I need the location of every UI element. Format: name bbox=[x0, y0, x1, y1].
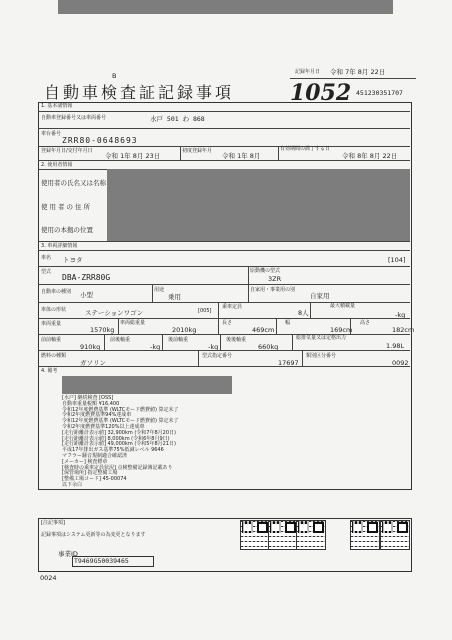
rule bbox=[278, 146, 279, 160]
rule bbox=[220, 334, 221, 350]
id-label: 事業ID bbox=[58, 550, 78, 558]
type-no-value: 17697 bbox=[278, 359, 299, 367]
reg-value: 水戸 501 わ 868 bbox=[150, 115, 205, 123]
length-value: 469cm bbox=[252, 326, 275, 334]
rule bbox=[292, 334, 293, 350]
print-date-underline bbox=[290, 78, 416, 79]
note-line: [走行距離計表示値] 32,900km (令和7年8月20日) bbox=[62, 429, 176, 436]
rule bbox=[248, 266, 249, 284]
weight-label: 車両重量 bbox=[41, 321, 62, 327]
rule bbox=[38, 266, 410, 267]
notice-label: [注記事項] bbox=[41, 520, 65, 526]
section-4-heading: 4. 備考 bbox=[41, 368, 58, 374]
capacity-label: 乗車定員 bbox=[222, 304, 243, 310]
width-label: 幅 bbox=[285, 320, 291, 326]
rear-rear-label: 後後軸重 bbox=[226, 337, 247, 343]
rule bbox=[38, 160, 410, 161]
height-value: 182cm bbox=[392, 326, 415, 334]
maker-value: トヨタ bbox=[63, 256, 83, 264]
note-line: [水戸] 継続検査 [OSS] bbox=[62, 395, 114, 401]
section-1-heading: 1. 基本諸情報 bbox=[41, 103, 73, 109]
height-label: 高さ bbox=[360, 320, 371, 326]
user-info-redaction bbox=[107, 169, 410, 241]
front-rear-value: -kg bbox=[150, 343, 161, 351]
vin-value: ZRR80-0648693 bbox=[62, 136, 138, 145]
body-value: ステーションワゴン bbox=[85, 309, 144, 317]
rule bbox=[302, 350, 303, 366]
rule bbox=[104, 334, 105, 350]
class-no-label: 類別区分番号 bbox=[306, 353, 337, 359]
rear-rear-value: 660kg bbox=[258, 343, 279, 351]
rule bbox=[38, 111, 410, 112]
length-label: 長さ bbox=[222, 320, 233, 326]
note-line: [保管場所] 指定整備工場 bbox=[62, 470, 118, 477]
rule bbox=[152, 284, 153, 302]
expiry-value: 令和 8年 8月 22日 bbox=[342, 152, 398, 160]
rule bbox=[180, 146, 181, 160]
vin-label: 車台番号 bbox=[41, 131, 62, 137]
user-name-label: 使用者の氏名又は名称 bbox=[41, 179, 106, 187]
type-no-label: 型式指定番号 bbox=[202, 353, 233, 359]
max-load-value: -kg bbox=[395, 311, 406, 319]
weight-value: 1570kg bbox=[90, 326, 115, 334]
first-reg2-value: 令和 1年 8月 bbox=[222, 152, 261, 160]
model-label: 型式 bbox=[41, 269, 52, 275]
rear-front-label: 後前軸重 bbox=[168, 337, 189, 343]
rule bbox=[38, 128, 410, 129]
note-line: マフラー騒音規制適合確認済 bbox=[62, 453, 128, 459]
first-reg-value: 令和 1年 8月 23日 bbox=[105, 152, 161, 160]
max-load-label: 最大積載量 bbox=[330, 303, 356, 309]
gross-value: 2010kg bbox=[172, 326, 197, 334]
engine-label: 原動機の型式 bbox=[250, 268, 281, 274]
front-axle-label: 前前軸重 bbox=[41, 337, 62, 343]
rule bbox=[38, 241, 410, 242]
section-3-heading: 3. 車両詳細情報 bbox=[41, 243, 78, 249]
note-line: [検査時の乗車定員状況] 点検整備記録簿記載あり bbox=[62, 464, 173, 471]
rule bbox=[38, 366, 410, 367]
qr-code-3 bbox=[296, 520, 326, 550]
class-no-value: 0092 bbox=[392, 359, 409, 367]
rule bbox=[218, 302, 219, 318]
rule bbox=[38, 146, 410, 147]
first-reg-label: 登録年月日/交付年月日 bbox=[41, 148, 93, 154]
b-mark: B bbox=[112, 72, 117, 80]
print-date: 令和 7年 8月 22日 bbox=[330, 68, 386, 76]
qr-code-1 bbox=[240, 520, 270, 550]
first-reg2-label: 初度登録年月 bbox=[182, 148, 213, 154]
qr-code-5 bbox=[380, 520, 410, 550]
purpose-label: 自家用・事業用の別 bbox=[250, 287, 296, 293]
model-value: DBA-ZRR80G bbox=[62, 273, 111, 282]
note-line: 令和12年度燃費基準 (WLTCモード燃費値) 算定未了 bbox=[62, 406, 179, 413]
displacement-label: 総排気量又は定格出力 bbox=[296, 335, 347, 341]
document-title: 自動車検査証記録事項 bbox=[44, 83, 235, 102]
notice-text: 記録事項はシステム更新等の為変更となります bbox=[41, 532, 146, 538]
rule bbox=[276, 318, 277, 334]
rule bbox=[38, 350, 410, 351]
qr-code-4 bbox=[350, 520, 380, 550]
note-line: [走行距離計表示値] 8,000km (令和6年8月9日) bbox=[62, 435, 170, 442]
note-line: 令和2年度燃費基準94%達成車 bbox=[62, 412, 132, 419]
rule bbox=[38, 250, 410, 251]
fuel-label: 燃料の種類 bbox=[41, 353, 67, 359]
section-2-heading: 2. 使用者情報 bbox=[41, 162, 73, 168]
top-redaction-bar bbox=[58, 0, 393, 14]
note-line: 令和12年度燃費基準 (WLTCモード燃費値) 算定未了 bbox=[62, 418, 179, 425]
kind-label: 自動車の種別 bbox=[41, 289, 72, 295]
body-label: 車体の形状 bbox=[41, 307, 67, 313]
rule bbox=[38, 284, 410, 285]
rule bbox=[38, 318, 410, 319]
page-code: 0024 bbox=[40, 574, 57, 582]
rule bbox=[248, 284, 249, 302]
fuel-value: ガソリン bbox=[80, 359, 106, 367]
qr-code-2 bbox=[268, 520, 298, 550]
rule bbox=[38, 334, 410, 335]
rule bbox=[162, 334, 163, 350]
rule bbox=[198, 350, 199, 366]
note-line: 平成17年排出ガス基準75%低減レベル 9646 bbox=[62, 447, 164, 454]
use-label: 用途 bbox=[154, 287, 165, 293]
rule bbox=[118, 318, 119, 334]
width-value: 169cm bbox=[330, 326, 353, 334]
note-line: 以下余白 bbox=[62, 482, 83, 488]
note-line: 自動車重量税額 ¥16,400 bbox=[62, 400, 120, 407]
id-value: T9469G50039465 bbox=[74, 557, 129, 565]
serial-number: 451230351707 bbox=[356, 89, 403, 97]
body-code: [005] bbox=[198, 308, 212, 314]
note-line: [整備工場コード] 45-00074 bbox=[62, 476, 127, 483]
kind-value: 小型 bbox=[80, 291, 93, 299]
front-rear-label: 前後軸重 bbox=[110, 337, 131, 343]
expiry-label: 有効期間の満了する日 bbox=[280, 146, 331, 152]
maker-code: [104] bbox=[388, 256, 406, 264]
purpose-value: 自家用 bbox=[310, 292, 330, 300]
base-label: 使用の本拠の位置 bbox=[41, 226, 93, 234]
handwritten-number: 1052 bbox=[290, 80, 352, 106]
rear-front-value: -kg bbox=[208, 343, 219, 351]
engine-value: 3ZR bbox=[268, 275, 282, 283]
capacity-value: 8人 bbox=[298, 309, 309, 317]
print-date-label: 記録年月日 bbox=[295, 69, 321, 75]
user-addr-label: 使用者の住所 bbox=[41, 203, 92, 211]
reg-label: 自動車登録番号又は車両番号 bbox=[41, 115, 107, 121]
gross-label: 車両総重量 bbox=[120, 320, 146, 326]
use-value: 乗用 bbox=[168, 293, 181, 301]
notes-redaction bbox=[62, 376, 232, 394]
note-line: [走行距離計表示値] 49,000km (令和5年8月21日) bbox=[62, 441, 176, 448]
rule bbox=[218, 318, 219, 334]
rule bbox=[310, 302, 311, 318]
maker-label: 車名 bbox=[41, 255, 52, 261]
note-line: 令和2年度燃費基準120%以上達成車 bbox=[62, 424, 145, 430]
note-line: [メーカー] 検査標章 bbox=[62, 458, 108, 465]
displacement-value: 1.98L bbox=[386, 342, 405, 350]
front-axle-value: 910kg bbox=[80, 343, 101, 351]
rule bbox=[350, 318, 351, 334]
